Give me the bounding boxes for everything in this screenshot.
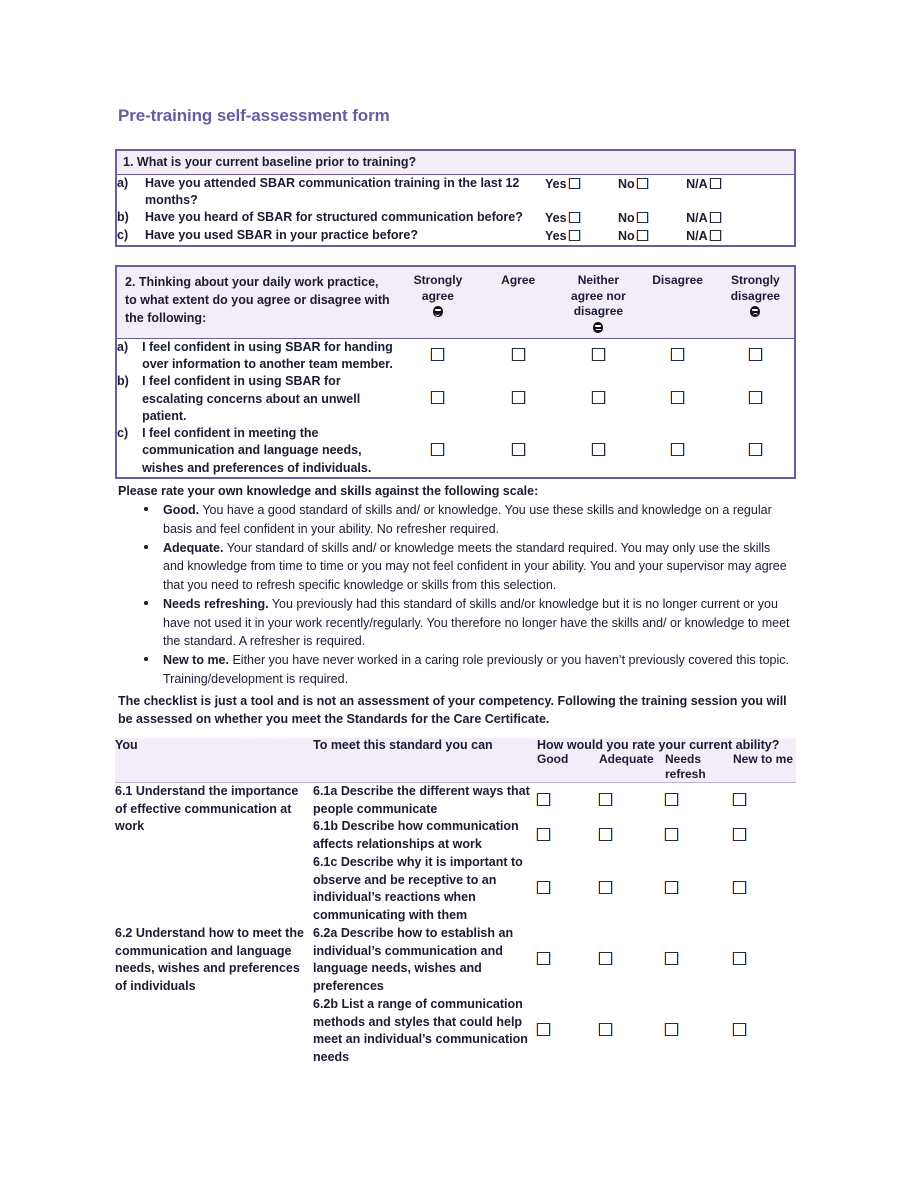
checkbox-neither[interactable] xyxy=(592,443,605,456)
rating-cell-strongly-agree[interactable] xyxy=(398,373,478,425)
column-neither xyxy=(558,266,638,338)
rating-cell-adequate[interactable] xyxy=(599,818,665,854)
section-1-heading: 1. What is your current baseline prior to training? xyxy=(116,150,795,175)
checkbox-adequate[interactable] xyxy=(599,881,612,894)
checkbox-new-to-me[interactable] xyxy=(733,793,746,806)
criterion-code: 6.1b xyxy=(313,819,339,834)
option-no[interactable]: No xyxy=(618,211,648,225)
bullet-icon xyxy=(144,657,148,661)
rating-cell-agree[interactable] xyxy=(478,425,558,478)
column-strongly-agree xyxy=(398,266,478,338)
scale-term: New to me. xyxy=(163,653,229,668)
rating-cell-good[interactable] xyxy=(537,782,599,818)
checkbox-agree[interactable] xyxy=(512,348,525,361)
checkbox-strongly-agree[interactable] xyxy=(431,391,444,404)
option-yes[interactable]: Yes xyxy=(545,211,580,225)
criterion-code: 6.1a xyxy=(313,783,338,798)
scale-text: Your standard of skills and/ or knowledge meets the standard required. You may only use the skills and knowledge from time to time or you may not feel confident in your ability. You and your supervisor may agree that you need to refresh specific knowledge or skills from this selection. xyxy=(163,541,787,592)
rating-cell-new-to-me[interactable] xyxy=(733,782,796,818)
column-label: Disagree xyxy=(652,273,703,288)
criterion-6-1c xyxy=(313,854,537,925)
criterion-text: Describe how to establish an individual’s communication and language needs, wishes and preferences xyxy=(313,925,514,994)
page-title: Pre-training self-assessment form xyxy=(118,106,390,125)
checkbox-adequate[interactable] xyxy=(599,1023,612,1036)
checkbox-good[interactable] xyxy=(537,1023,550,1036)
rating-column-new-to-me: New to me xyxy=(733,752,796,782)
rating-column-adequate: Adequate xyxy=(599,752,665,782)
criterion-code: 6.1c xyxy=(313,854,338,869)
section-1-header-row xyxy=(116,150,795,175)
checkbox-na[interactable] xyxy=(710,178,721,189)
option-yes[interactable]: Yes xyxy=(545,229,580,243)
table-row xyxy=(115,925,796,996)
checkbox-disagree[interactable] xyxy=(671,443,684,456)
rating-column-good: Good xyxy=(537,752,599,782)
checkbox-disagree[interactable] xyxy=(671,391,684,404)
section-2-header-row xyxy=(116,266,795,338)
rating-cell-new-to-me[interactable] xyxy=(733,854,796,925)
rating-cell-strongly-disagree[interactable] xyxy=(717,338,795,373)
checkbox-needs-refresh[interactable] xyxy=(665,1023,678,1036)
rating-cell-good[interactable] xyxy=(537,854,599,925)
scale-term: Needs refreshing. xyxy=(163,597,269,612)
neutral-face-icon xyxy=(593,322,603,333)
table-row xyxy=(116,209,795,227)
option-no[interactable]: No xyxy=(618,177,648,191)
checkbox-good[interactable] xyxy=(537,952,550,965)
rating-column-needs-refresh: Needs refresh xyxy=(665,752,733,782)
rating-cell-strongly-agree[interactable] xyxy=(398,425,478,478)
rating-cell-strongly-disagree[interactable] xyxy=(717,425,795,478)
row-question: Have you used SBAR in your practice before? xyxy=(145,228,418,243)
checkbox-yes[interactable] xyxy=(569,230,580,241)
checkbox-adequate[interactable] xyxy=(599,793,612,806)
checkbox-no[interactable] xyxy=(637,230,648,241)
criterion-text: Describe the different ways that people communicate xyxy=(313,783,530,816)
rating-cell-good[interactable] xyxy=(537,818,599,854)
list-item xyxy=(115,539,793,594)
checkbox-strongly-disagree[interactable] xyxy=(749,391,762,404)
header-standard: To meet this standard you can xyxy=(313,738,537,782)
header-rating: How would you rate your current ability? xyxy=(537,738,796,752)
criterion-6-1a xyxy=(313,782,537,818)
header-you: You xyxy=(115,738,313,782)
checkbox-agree[interactable] xyxy=(512,443,525,456)
table-row xyxy=(116,373,795,425)
rating-cell-good[interactable] xyxy=(537,925,599,996)
happy-face-icon xyxy=(433,306,443,317)
section-3-header-row-top xyxy=(115,738,796,752)
rating-cell-neither[interactable] xyxy=(558,373,638,425)
checkbox-yes[interactable] xyxy=(569,178,580,189)
criterion-code: 6.2a xyxy=(313,925,338,940)
scale-list xyxy=(115,501,796,688)
rating-cell-adequate[interactable] xyxy=(599,782,665,818)
checkbox-yes[interactable] xyxy=(569,212,580,223)
rating-cell-neither[interactable] xyxy=(558,338,638,373)
checkbox-agree[interactable] xyxy=(512,391,525,404)
checkbox-no[interactable] xyxy=(637,178,648,189)
column-label: Agree xyxy=(501,273,536,288)
rating-cell-adequate[interactable] xyxy=(599,854,665,925)
list-item xyxy=(115,595,793,650)
scale-closing: The checklist is just a tool and is not an assessment of your competency. Following the training session you will be assessed on whether you meet the Standards for the Care Certificate. xyxy=(118,694,787,727)
table-row xyxy=(116,227,795,246)
checkbox-new-to-me[interactable] xyxy=(733,828,746,841)
rating-cell-needs-refresh[interactable] xyxy=(665,854,733,925)
checkbox-needs-refresh[interactable] xyxy=(665,793,678,806)
column-agree xyxy=(478,266,558,338)
rating-cell-strongly-disagree[interactable] xyxy=(717,373,795,425)
option-na[interactable]: N/A xyxy=(686,229,721,243)
rating-cell-new-to-me[interactable] xyxy=(733,818,796,854)
checkbox-strongly-disagree[interactable] xyxy=(749,443,762,456)
row-letter: a) xyxy=(117,176,129,191)
row-options xyxy=(545,209,795,227)
rating-cell-neither[interactable] xyxy=(558,425,638,478)
table-row xyxy=(115,782,796,818)
row-letter: c) xyxy=(117,426,129,441)
rating-cell-needs-refresh[interactable] xyxy=(665,782,733,818)
rating-cell-needs-refresh[interactable] xyxy=(665,818,733,854)
spacer xyxy=(115,247,796,265)
row-letter: b) xyxy=(117,374,129,389)
checkbox-needs-refresh[interactable] xyxy=(665,952,678,965)
checkbox-strongly-agree[interactable] xyxy=(431,443,444,456)
scale-text: You have a good standard of skills and/ or knowledge. You use these skills and knowledge on a regular basis and feel confident in your ability. No refresher required. xyxy=(163,503,772,536)
checkbox-neither[interactable] xyxy=(592,348,605,361)
rating-cell-good[interactable] xyxy=(537,996,599,1067)
option-yes[interactable]: Yes xyxy=(545,177,580,191)
column-disagree xyxy=(639,266,717,338)
checkbox-new-to-me[interactable] xyxy=(733,1023,746,1036)
rating-cell-needs-refresh[interactable] xyxy=(665,925,733,996)
checkbox-strongly-disagree[interactable] xyxy=(749,348,762,361)
row-letter: a) xyxy=(117,339,129,354)
list-item xyxy=(115,651,793,688)
row-options xyxy=(545,175,795,209)
checkbox-disagree[interactable] xyxy=(671,348,684,361)
row-question: Have you heard of SBAR for structured communication before? xyxy=(145,210,523,225)
row-letter: c) xyxy=(117,228,129,243)
checkbox-needs-refresh[interactable] xyxy=(665,828,678,841)
row-letter: b) xyxy=(117,210,129,225)
column-label: Neither agree nor disagree xyxy=(571,273,626,319)
option-no[interactable]: No xyxy=(618,229,648,243)
scale-text: Either you have never worked in a caring role previously or you haven’t previously covered this topic. Training/development is required. xyxy=(163,653,790,686)
table-row xyxy=(116,175,795,209)
bullet-icon xyxy=(144,601,148,605)
row-question: Have you attended SBAR communication training in the last 12 months? xyxy=(145,176,520,208)
scale-term: Adequate. xyxy=(163,541,224,556)
column-label: Strongly agree xyxy=(413,273,463,303)
criterion-text: List a range of communication methods and styles that could help meet an individual’s communication needs xyxy=(313,996,528,1065)
rating-cell-new-to-me[interactable] xyxy=(733,925,796,996)
criterion-6-2a xyxy=(313,925,537,996)
bullet-icon xyxy=(144,507,148,511)
checkbox-no[interactable] xyxy=(637,212,648,223)
checkbox-good[interactable] xyxy=(537,881,550,894)
option-na[interactable]: N/A xyxy=(686,211,721,225)
scale-term: Good. xyxy=(163,503,200,518)
checkbox-na[interactable] xyxy=(710,212,721,223)
column-label: Strongly disagree xyxy=(730,273,781,303)
document-content xyxy=(115,106,796,1067)
rating-cell-agree[interactable] xyxy=(478,338,558,373)
row-statement: I feel confident in using SBAR for escalating concerns about an unwell patient. xyxy=(142,374,361,423)
list-item xyxy=(115,501,793,538)
criterion-text: Describe how communication affects relationships at work xyxy=(313,819,519,852)
row-options xyxy=(545,227,795,246)
checkbox-good[interactable] xyxy=(537,828,550,841)
checkbox-na[interactable] xyxy=(710,230,721,241)
section-3-table xyxy=(115,738,796,1067)
row-statement: I feel confident in using SBAR for handing over information to another team member. xyxy=(142,339,393,372)
criterion-code: 6.2b xyxy=(313,996,339,1011)
option-na[interactable]: N/A xyxy=(686,177,721,191)
checkbox-adequate[interactable] xyxy=(599,952,612,965)
checkbox-new-to-me[interactable] xyxy=(733,881,746,894)
column-strongly-disagree xyxy=(717,266,795,338)
rating-cell-adequate[interactable] xyxy=(599,925,665,996)
section-1-table xyxy=(115,149,796,247)
outcome-6-2: 6.2 Understand how to meet the communication and language needs, wishes and preferences of individuals xyxy=(115,925,304,994)
scale-intro: Please rate your own knowledge and skills against the following scale: xyxy=(118,483,539,498)
rating-cell-disagree[interactable] xyxy=(639,338,717,373)
row-statement: I feel confident in meeting the communication and language needs, wishes and preferences of individuals. xyxy=(142,426,372,475)
checkbox-good[interactable] xyxy=(537,793,550,806)
sad-face-icon xyxy=(750,306,760,317)
criterion-6-2b xyxy=(313,996,537,1067)
rating-cell-agree[interactable] xyxy=(478,373,558,425)
criterion-6-1b xyxy=(313,818,537,854)
bullet-icon xyxy=(144,545,148,549)
table-row xyxy=(116,425,795,478)
scale-text: You previously had this standard of skills and/or knowledge but it is no longer current or you have not used it in your work recently/regularly. You therefore no longer have the skills and/ or knowledge to meet the standard. A refresher is required. xyxy=(163,597,790,648)
checkbox-strongly-agree[interactable] xyxy=(431,348,444,361)
criterion-text: Describe why it is important to observe and be receptive to an individual’s reactions when communicating with them xyxy=(313,854,523,923)
checkbox-needs-refresh[interactable] xyxy=(665,881,678,894)
checkbox-new-to-me[interactable] xyxy=(733,952,746,965)
checkbox-neither[interactable] xyxy=(592,391,605,404)
rating-cell-needs-refresh[interactable] xyxy=(665,996,733,1067)
section-2-table xyxy=(115,265,796,479)
rating-cell-disagree[interactable] xyxy=(639,425,717,478)
rating-cell-adequate[interactable] xyxy=(599,996,665,1067)
rating-cell-strongly-agree[interactable] xyxy=(398,338,478,373)
section-2-prompt: 2. Thinking about your daily work practice, to what extent do you agree or disagree with the following: xyxy=(116,266,398,338)
checkbox-adequate[interactable] xyxy=(599,828,612,841)
rating-cell-disagree[interactable] xyxy=(639,373,717,425)
rating-cell-new-to-me[interactable] xyxy=(733,996,796,1067)
outcome-6-1: 6.1 Understand the importance of effective communication at work xyxy=(115,783,299,834)
table-row xyxy=(116,338,795,373)
